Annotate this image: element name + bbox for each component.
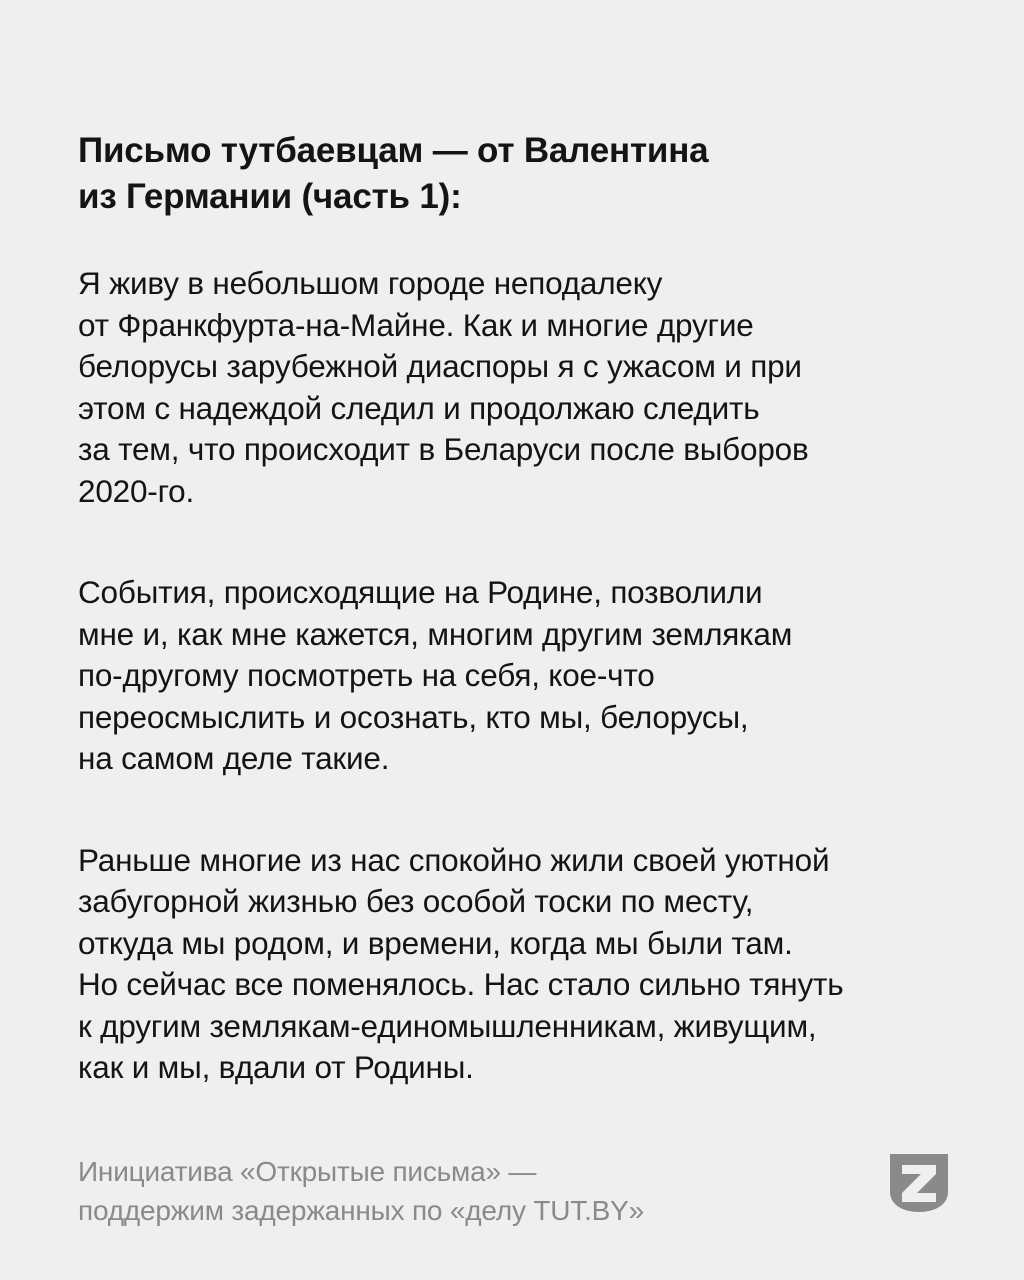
paragraph-line: События, происходящие на Родине, позволили [78,574,763,610]
letter-title [78,128,958,220]
footer-line: поддержим задержанных по «делу TUT.BY» [78,1195,644,1226]
paragraph-line: на самом деле такие. [78,740,390,776]
paragraph-line: Я живу в небольшом городе неподалеку [78,265,663,301]
paragraph-line: как и мы, вдали от Родины. [78,1049,474,1085]
initiative-footer [78,1152,858,1230]
paragraph-2 [78,572,978,780]
paragraph-line: 2020-го. [78,472,195,509]
paragraph-line: переосмыслить и осознать, кто мы, белорусы, [78,698,749,735]
paragraph-line: к другим землякам-единомышленникам, живущим, [78,1007,817,1044]
paragraph-line: белорусы зарубежной диаспоры я с ужасом и при [78,348,802,384]
title-line: Письмо тутбаевцам — от Валентина [78,131,709,170]
letter-body [78,263,978,1149]
title-line: из Германии (часть 1): [78,177,462,216]
paragraph-line: забугорной жизнью без особой тоски по месту, [78,883,754,919]
paragraph-line: откуда мы родом, и времени, когда мы были там. [78,924,793,961]
paragraph-line: мне и, как мне кажется, многим другим землякам [78,615,793,652]
paragraph-1 [78,263,978,512]
paragraph-line: от Франкфурта-на-Майне. Как и многие другие [78,306,754,343]
paragraph-line: по-другому посмотреть на себя, кое-что [78,657,655,693]
paragraph-line: этом с надеждой следил и продолжаю следить [78,389,760,426]
paragraph-line: Раньше многие из нас спокойно жили своей уютной [78,841,830,878]
z-shield-logo-icon [888,1152,950,1214]
footer-line: Инициатива «Открытые письма» — [78,1156,537,1187]
paragraph-line: Но сейчас все поменялось. Нас стало сильно тянуть [78,966,844,1002]
paragraph-line: за тем, что происходит в Беларуси после выборов [78,431,809,467]
paragraph-3 [78,840,978,1089]
